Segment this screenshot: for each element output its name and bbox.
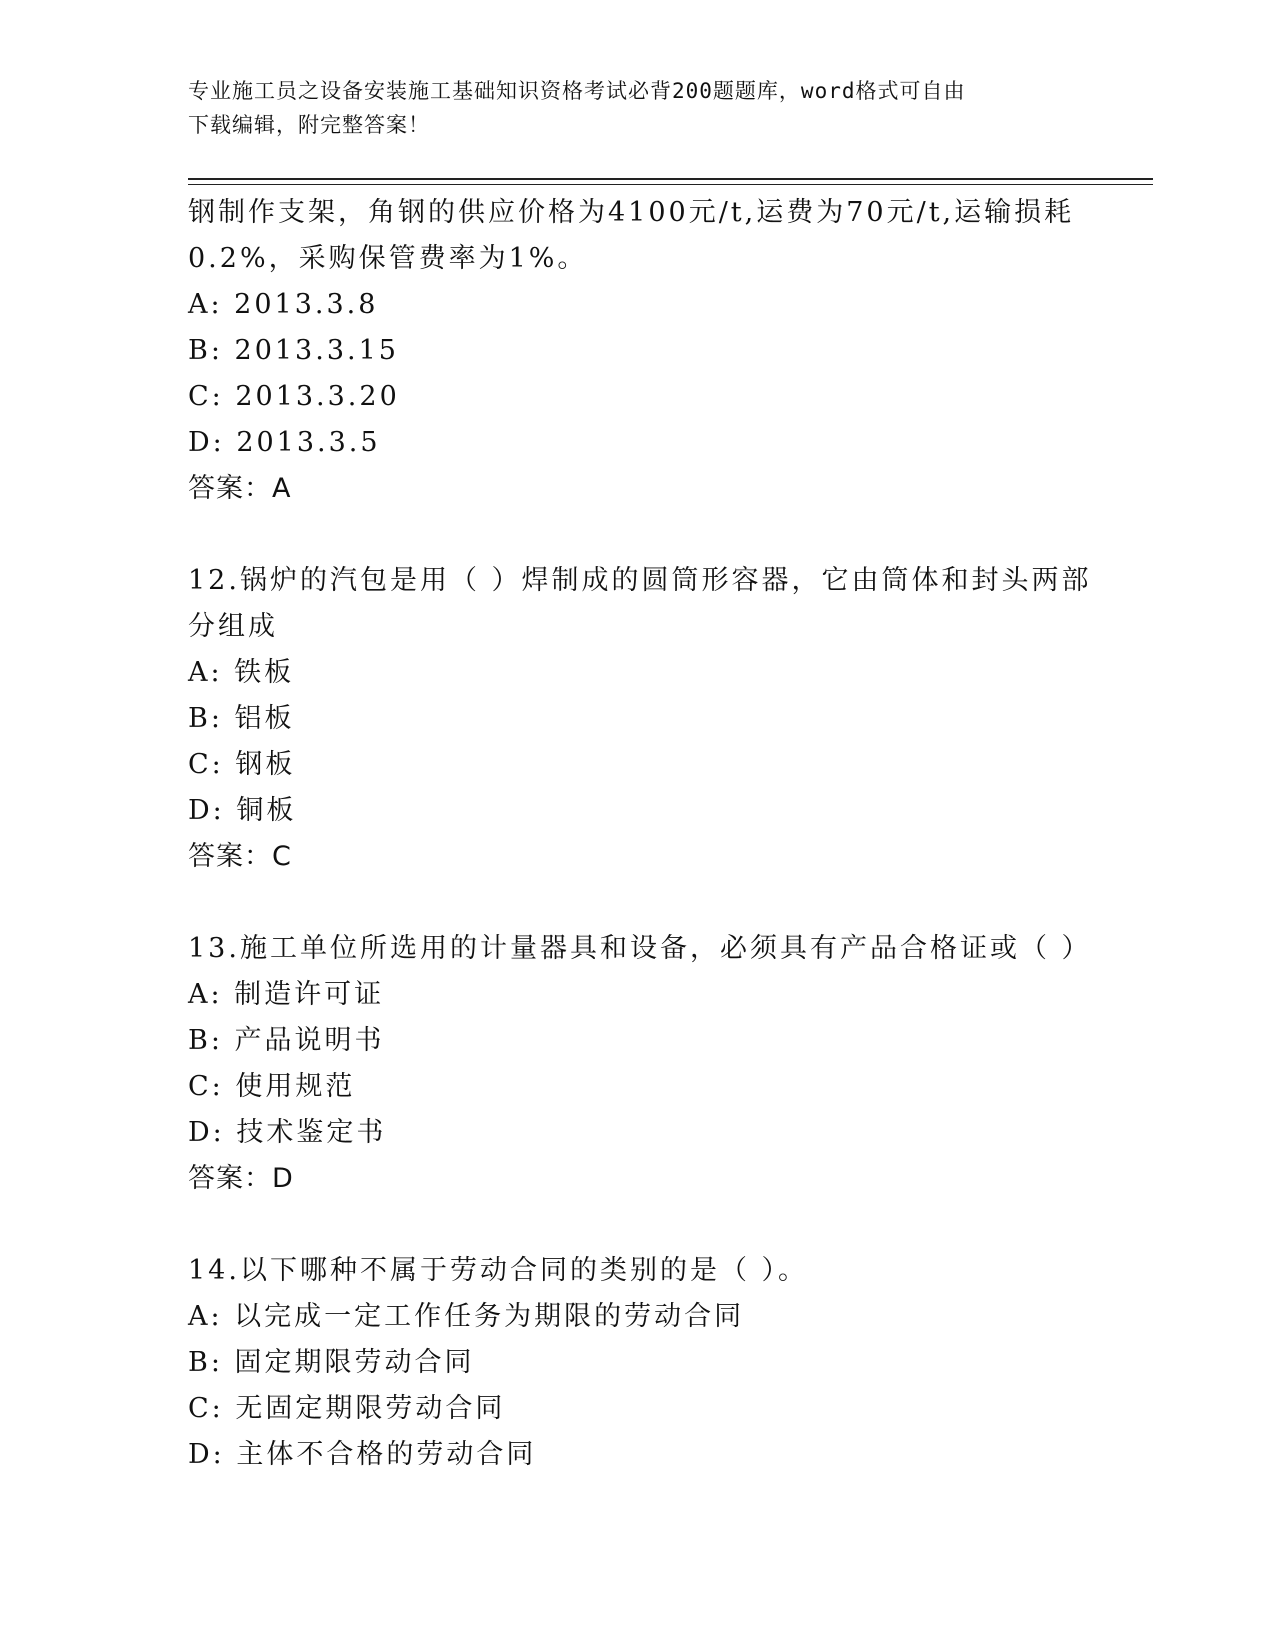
header-line-1: 专业施工员之设备安装施工基础知识资格考试必背200题题库，word格式可自由 <box>188 79 966 103</box>
option-d: D: 2013.3.5 <box>188 427 381 458</box>
question-stem: 12.锅炉的汽包是用（ ）焊制成的圆筒形容器，它由筒体和封头两部 <box>188 565 1092 596</box>
question-11 <box>188 190 1108 512</box>
option-b: B: 产品说明书 <box>188 1025 385 1056</box>
header-line-2: 下载编辑，附完整答案！ <box>188 113 430 137</box>
option-c: C: 使用规范 <box>188 1071 356 1102</box>
option-d: D: 主体不合格的劳动合同 <box>188 1439 537 1470</box>
spacer <box>188 1202 1108 1248</box>
header-divider-top <box>188 178 1153 180</box>
spacer <box>188 512 1108 558</box>
question-stem: 14.以下哪种不属于劳动合同的类别的是（ ）。 <box>188 1255 809 1286</box>
option-b: B: 铝板 <box>188 703 295 734</box>
question-stem: 钢制作支架，角钢的供应价格为4100元/t,运费为70元/t,运输损耗 <box>188 197 1075 228</box>
option-a: A: 2013.3.8 <box>188 289 379 320</box>
answer: 答案：C <box>188 841 292 872</box>
spacer <box>188 880 1108 926</box>
option-b: B: 固定期限劳动合同 <box>188 1347 475 1378</box>
option-c: C: 无固定期限劳动合同 <box>188 1393 506 1424</box>
header-divider-bottom <box>188 184 1153 185</box>
option-d: D: 技术鉴定书 <box>188 1117 387 1148</box>
option-a: A: 以完成一定工作任务为期限的劳动合同 <box>188 1301 745 1332</box>
question-13 <box>188 926 1108 1202</box>
answer: 答案：A <box>188 473 292 504</box>
question-stem: 0.2%，采购保管费率为1%。 <box>188 243 588 274</box>
document-header <box>188 74 1088 142</box>
question-list <box>188 190 1108 1478</box>
question-12 <box>188 558 1108 880</box>
option-a: A: 制造许可证 <box>188 979 385 1010</box>
option-c: C: 2013.3.20 <box>188 381 400 412</box>
question-stem: 13.施工单位所选用的计量器具和设备，必须具有产品合格证或（ ） <box>188 933 1092 964</box>
question-14 <box>188 1248 1108 1478</box>
option-c: C: 钢板 <box>188 749 296 780</box>
option-b: B: 2013.3.15 <box>188 335 399 366</box>
option-d: D: 铜板 <box>188 795 297 826</box>
option-a: A: 铁板 <box>188 657 295 688</box>
answer: 答案：D <box>188 1163 294 1194</box>
question-stem: 分组成 <box>188 611 278 642</box>
